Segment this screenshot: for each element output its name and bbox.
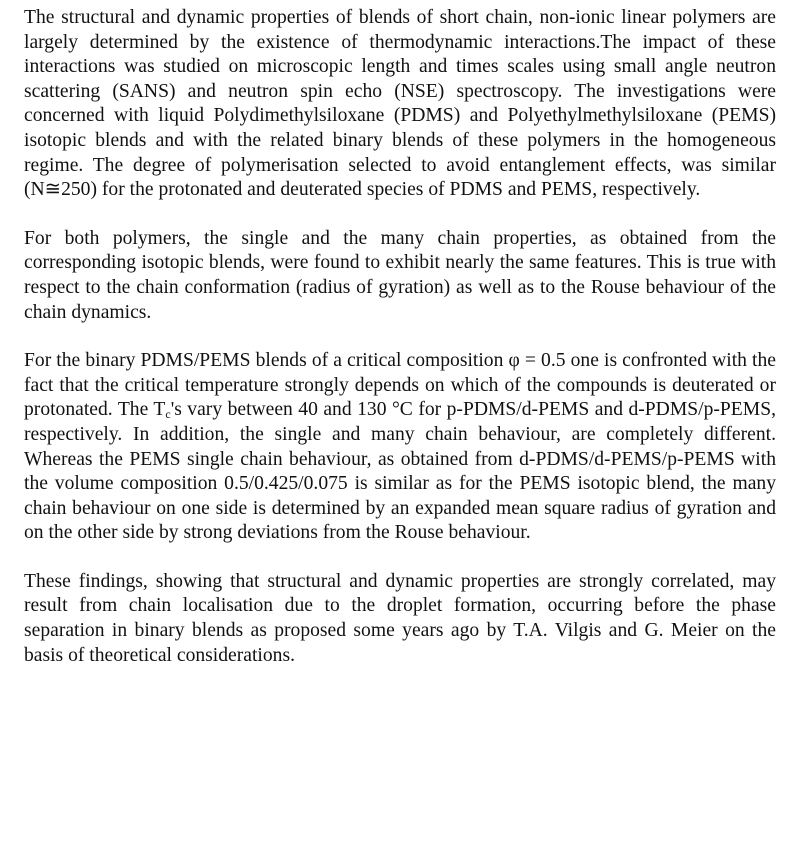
paragraph-3-part-2: 's vary between 40 and 130 °C for p-PDMS/d-PEMS and d-PDMS/p-PEMS, respectively. In addition, the single and many chain behaviour, are completely different. Whereas the PEMS single chain behaviour, as obtained from d-PDMS/d-PEMS/p-PEMS with the volume composition 0.5/0.425/0.075 is similar as for the PEMS isotopic blend, the many chain behaviour on one side is determined by an expanded mean square radius of gyration and on the other side by strong deviations from the Rouse behaviour. xyxy=(24,399,776,544)
paragraph-3 xyxy=(24,349,776,546)
tc-subscript: c xyxy=(165,407,171,422)
tc-prefix: The T xyxy=(117,399,166,421)
document-body xyxy=(24,6,776,668)
paragraph-4: These findings, showing that structural and dynamic properties are strongly correlated, may result from chain localisation due to the droplet formation, occurring before the phase separation in binary blends as proposed some years ago by T.A. Vilgis and G. Meier on the basis of theoretical considerations. xyxy=(24,570,776,666)
paragraph-1: The structural and dynamic properties of blends of short chain, non-ionic linear polymers are largely determined by the existence of thermodynamic interactions.The impact of these interactions was studied on microscopic length and times scales using small angle neutron scattering (SANS) and neutron spin echo (NSE) spectroscopy. The investigations were concerned with liquid Polydimethylsiloxane (PDMS) and Polyethylmethylsiloxane (PEMS) isotopic blends and with the related binary blends of these polymers in the homogeneous regime. The degree of polymerisation selected to avoid entanglement effects, was similar (N≅250) for the protonated and deuterated species of PDMS and PEMS, respectively. xyxy=(24,7,776,201)
paragraph-2: For both polymers, the single and the many chain properties, as obtained from the corresponding isotopic blends, were found to exhibit nearly the same features. This is true with respect to the chain conformation (radius of gyration) as well as to the Rouse behaviour of the chain dynamics. xyxy=(24,227,776,323)
paragraph-3-part-1: For the binary PDMS/PEMS blends of a critical composition φ = 0.5 one is confronted with the fact that the critical temperature strongly depends on which of the compounds is deuterated or protonated. xyxy=(24,350,776,421)
